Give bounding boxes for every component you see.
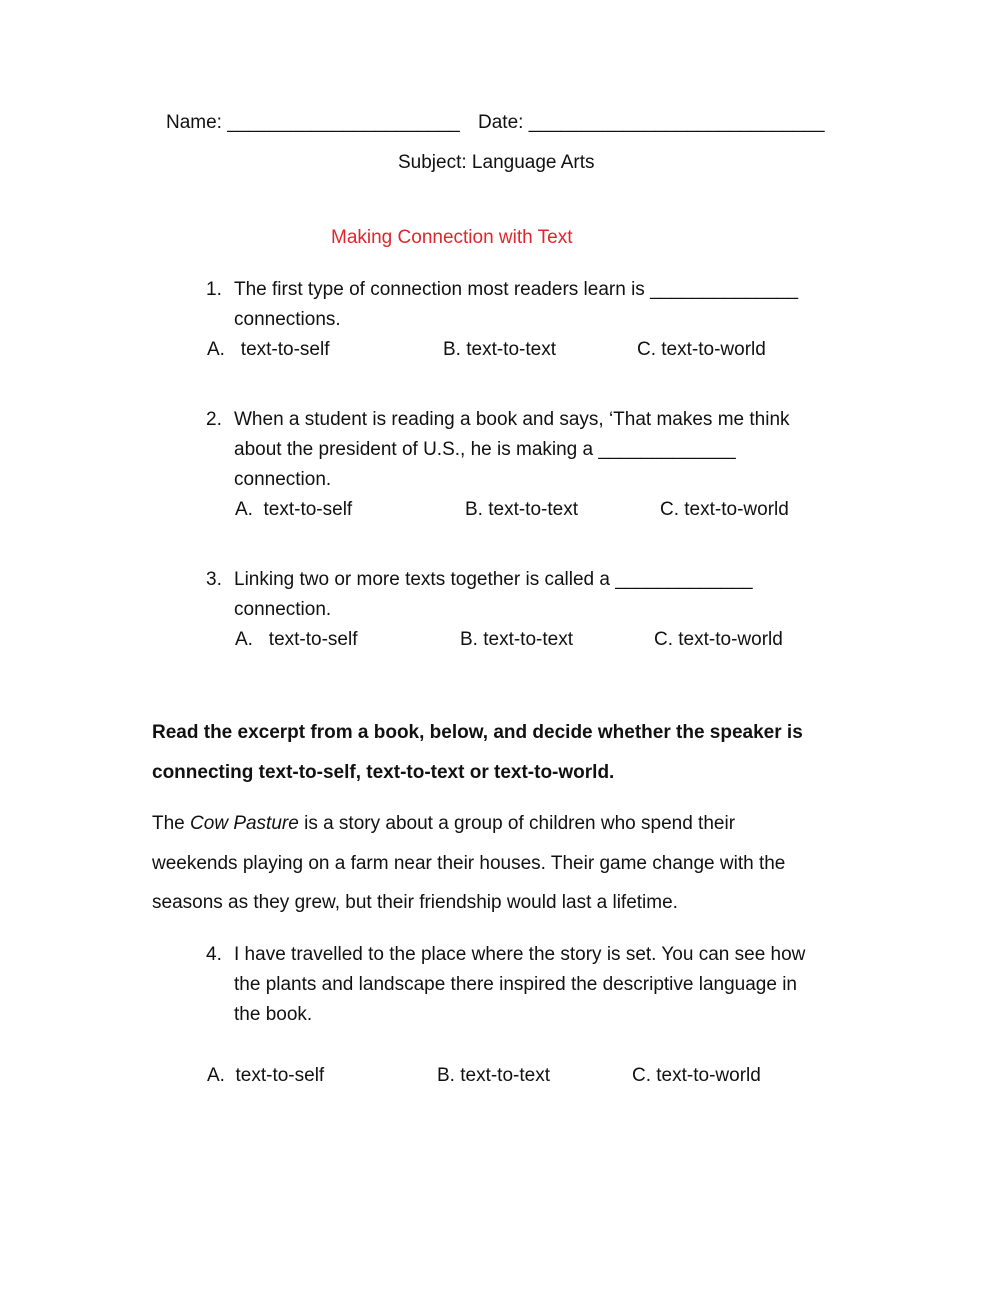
question-1-number: 1. [206, 279, 222, 300]
question-3-option-c[interactable]: C. text-to-world [654, 629, 783, 650]
name-field-label: Name: ______________________ [166, 112, 460, 133]
question-1-option-c[interactable]: C. text-to-world [637, 339, 766, 360]
question-4-number: 4. [206, 944, 222, 965]
instruction-line-2: connecting text-to-self, text-to-text or text-to-world. [152, 762, 615, 783]
question-2-option-b[interactable]: B. text-to-text [465, 499, 578, 520]
question-4-text-line-1: I have travelled to the place where the story is set. You can see how [234, 944, 806, 965]
question-3-text-line-2: connection. [234, 599, 332, 620]
question-3-number: 3. [206, 569, 222, 590]
question-1-text-line-1: The first type of connection most readers learn is ______________ [234, 279, 799, 300]
question-4-option-a[interactable]: A. text-to-self [207, 1065, 325, 1086]
instruction-line-1: Read the excerpt from a book, below, and decide whether the speaker is [152, 722, 803, 743]
question-3-option-b[interactable]: B. text-to-text [460, 629, 573, 650]
question-2-text-line-2: about the president of U.S., he is making a _____________ [234, 439, 736, 460]
date-field-label: Date: ____________________________ [478, 112, 825, 133]
question-4-option-b[interactable]: B. text-to-text [437, 1065, 550, 1086]
worksheet-title: Making Connection with Text [331, 227, 573, 248]
excerpt-prefix: The [152, 813, 191, 834]
subject-label: Subject: Language Arts [398, 152, 595, 173]
question-4-text-line-3: the book. [234, 1004, 313, 1025]
excerpt-line-3: seasons as they grew, but their friendship would last a lifetime. [152, 892, 678, 913]
excerpt-line-1 [152, 809, 735, 839]
excerpt-line-1-rest: is a story about a group of children who spend their [298, 813, 736, 834]
question-1-text-line-2: connections. [234, 309, 341, 330]
question-4-text-line-2: the plants and landscape there inspired the descriptive language in [234, 974, 797, 995]
question-4-option-c[interactable]: C. text-to-world [632, 1065, 761, 1086]
question-2-text-line-1: When a student is reading a book and says, ‘That makes me think [234, 409, 790, 430]
question-1-option-a[interactable]: A. text-to-self [207, 339, 330, 360]
question-2-option-a[interactable]: A. text-to-self [235, 499, 353, 520]
question-3-text-line-1: Linking two or more texts together is called a _____________ [234, 569, 753, 590]
question-1-option-b[interactable]: B. text-to-text [443, 339, 556, 360]
excerpt-line-2: weekends playing on a farm near their houses. Their game change with the [152, 853, 786, 874]
question-2-option-c[interactable]: C. text-to-world [660, 499, 789, 520]
question-3-option-a[interactable]: A. text-to-self [235, 629, 358, 650]
question-2-number: 2. [206, 409, 222, 430]
excerpt-book-title: Cow Pasture [190, 813, 299, 834]
question-2-text-line-3: connection. [234, 469, 332, 490]
